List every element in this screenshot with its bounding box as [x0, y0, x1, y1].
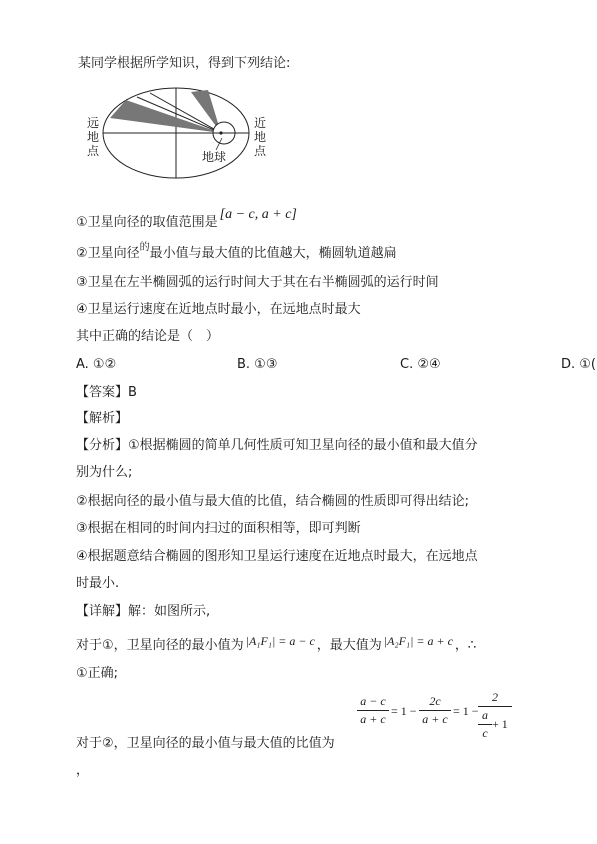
statement-1-text: ①卫星向径的取值范围是	[76, 215, 218, 230]
fraction-1	[357, 694, 389, 727]
option-a[interactable]: A. ①②	[76, 357, 117, 372]
detail-label: 【详解】解：如图所示,	[76, 604, 211, 619]
detail-line-3: 对于②，卫星向径的最小值与最大值的比值为	[76, 736, 335, 751]
statement-1-range: [a − c, a + c]	[219, 207, 297, 222]
detail-line-4: ，	[76, 763, 90, 778]
label-far-2: 地	[87, 130, 100, 144]
label-near-3: 点	[254, 144, 267, 158]
fraction-2	[419, 694, 451, 727]
statement-2	[76, 242, 397, 264]
fraction-1-denominator: a + c	[360, 712, 386, 726]
statement-1	[76, 207, 297, 232]
analysis-p1b: 别为什么;	[76, 465, 133, 480]
label-far-1: 远	[87, 116, 100, 130]
equals-1: = 1 −	[391, 704, 417, 718]
ellipse-orbit-figure	[0, 0, 597, 200]
fraction-3	[478, 690, 512, 742]
fraction-3-plus-one: + 1	[492, 717, 508, 731]
question-text: 其中正确的结论是（ ）	[76, 329, 220, 344]
option-c[interactable]: C. ②④	[400, 357, 441, 372]
label-earth: 地球	[202, 150, 227, 164]
label-near-1: 近	[254, 116, 267, 130]
detail-line-2: ①正确;	[76, 666, 119, 681]
fraction-1-numerator: a − c	[360, 694, 386, 708]
statement-3: ③卫星在左半椭圆弧的运行时间大于其在右半椭圆弧的运行时间	[76, 275, 439, 290]
analysis-p3: ③根据在相同的时间内扫过的面积相等，即可判断	[76, 521, 361, 536]
detail-line-1-b: ，最大值为	[316, 638, 382, 653]
statement-4: ④卫星运行速度在近地点时最小，在远地点时最大	[76, 302, 361, 317]
analysis-p1a: 【分析】①根据椭圆的简单几何性质可知卫星向径的最小值和最大值分	[76, 438, 478, 453]
detail-line-1-c: ，∴	[454, 638, 477, 653]
statement-2-text-b: 最小值与最大值的比值越大，椭圆轨道越扁	[149, 246, 397, 261]
fraction-2-denominator: a + c	[422, 712, 448, 726]
option-b[interactable]: B. ①③	[237, 357, 278, 372]
detail-line-1	[76, 636, 476, 655]
equals-2: = 1 −	[453, 704, 479, 718]
min-radius-formula: |A₁F₁| = a − c	[245, 634, 315, 648]
analysis-p4b: 时最小.	[76, 576, 120, 591]
statement-2-text-a: ②卫星向径	[76, 246, 140, 261]
fraction-2-numerator: 2c	[429, 694, 441, 708]
label-near-2: 地	[254, 130, 267, 144]
intro-text: 某同学根据所学知识，得到下列结论:	[78, 56, 291, 71]
fraction-3-inner-denominator: c	[482, 726, 488, 740]
analysis-p4a: ④根据题意结合椭圆的图形知卫星运行速度在近地点时最大，在远地点	[76, 549, 478, 564]
statement-2-sup: 的	[139, 242, 150, 253]
focus-dot	[219, 131, 222, 134]
analysis-p2: ②根据向径的最小值与最大值的比值，结合椭圆的性质即可得出结论;	[76, 494, 470, 509]
option-d[interactable]: D. ①(	[561, 357, 597, 372]
fraction-3-inner-numerator: a	[482, 708, 488, 722]
analysis-label: 【解析】	[76, 411, 129, 426]
fraction-3-numerator: 2	[492, 690, 498, 704]
answer-label: 【答案】B	[76, 385, 137, 400]
detail-line-1-a: 对于①，卫星向径的最小值为	[76, 638, 244, 653]
max-radius-formula: |A₂F₁| = a + c	[383, 634, 453, 648]
label-far-3: 点	[87, 144, 100, 158]
